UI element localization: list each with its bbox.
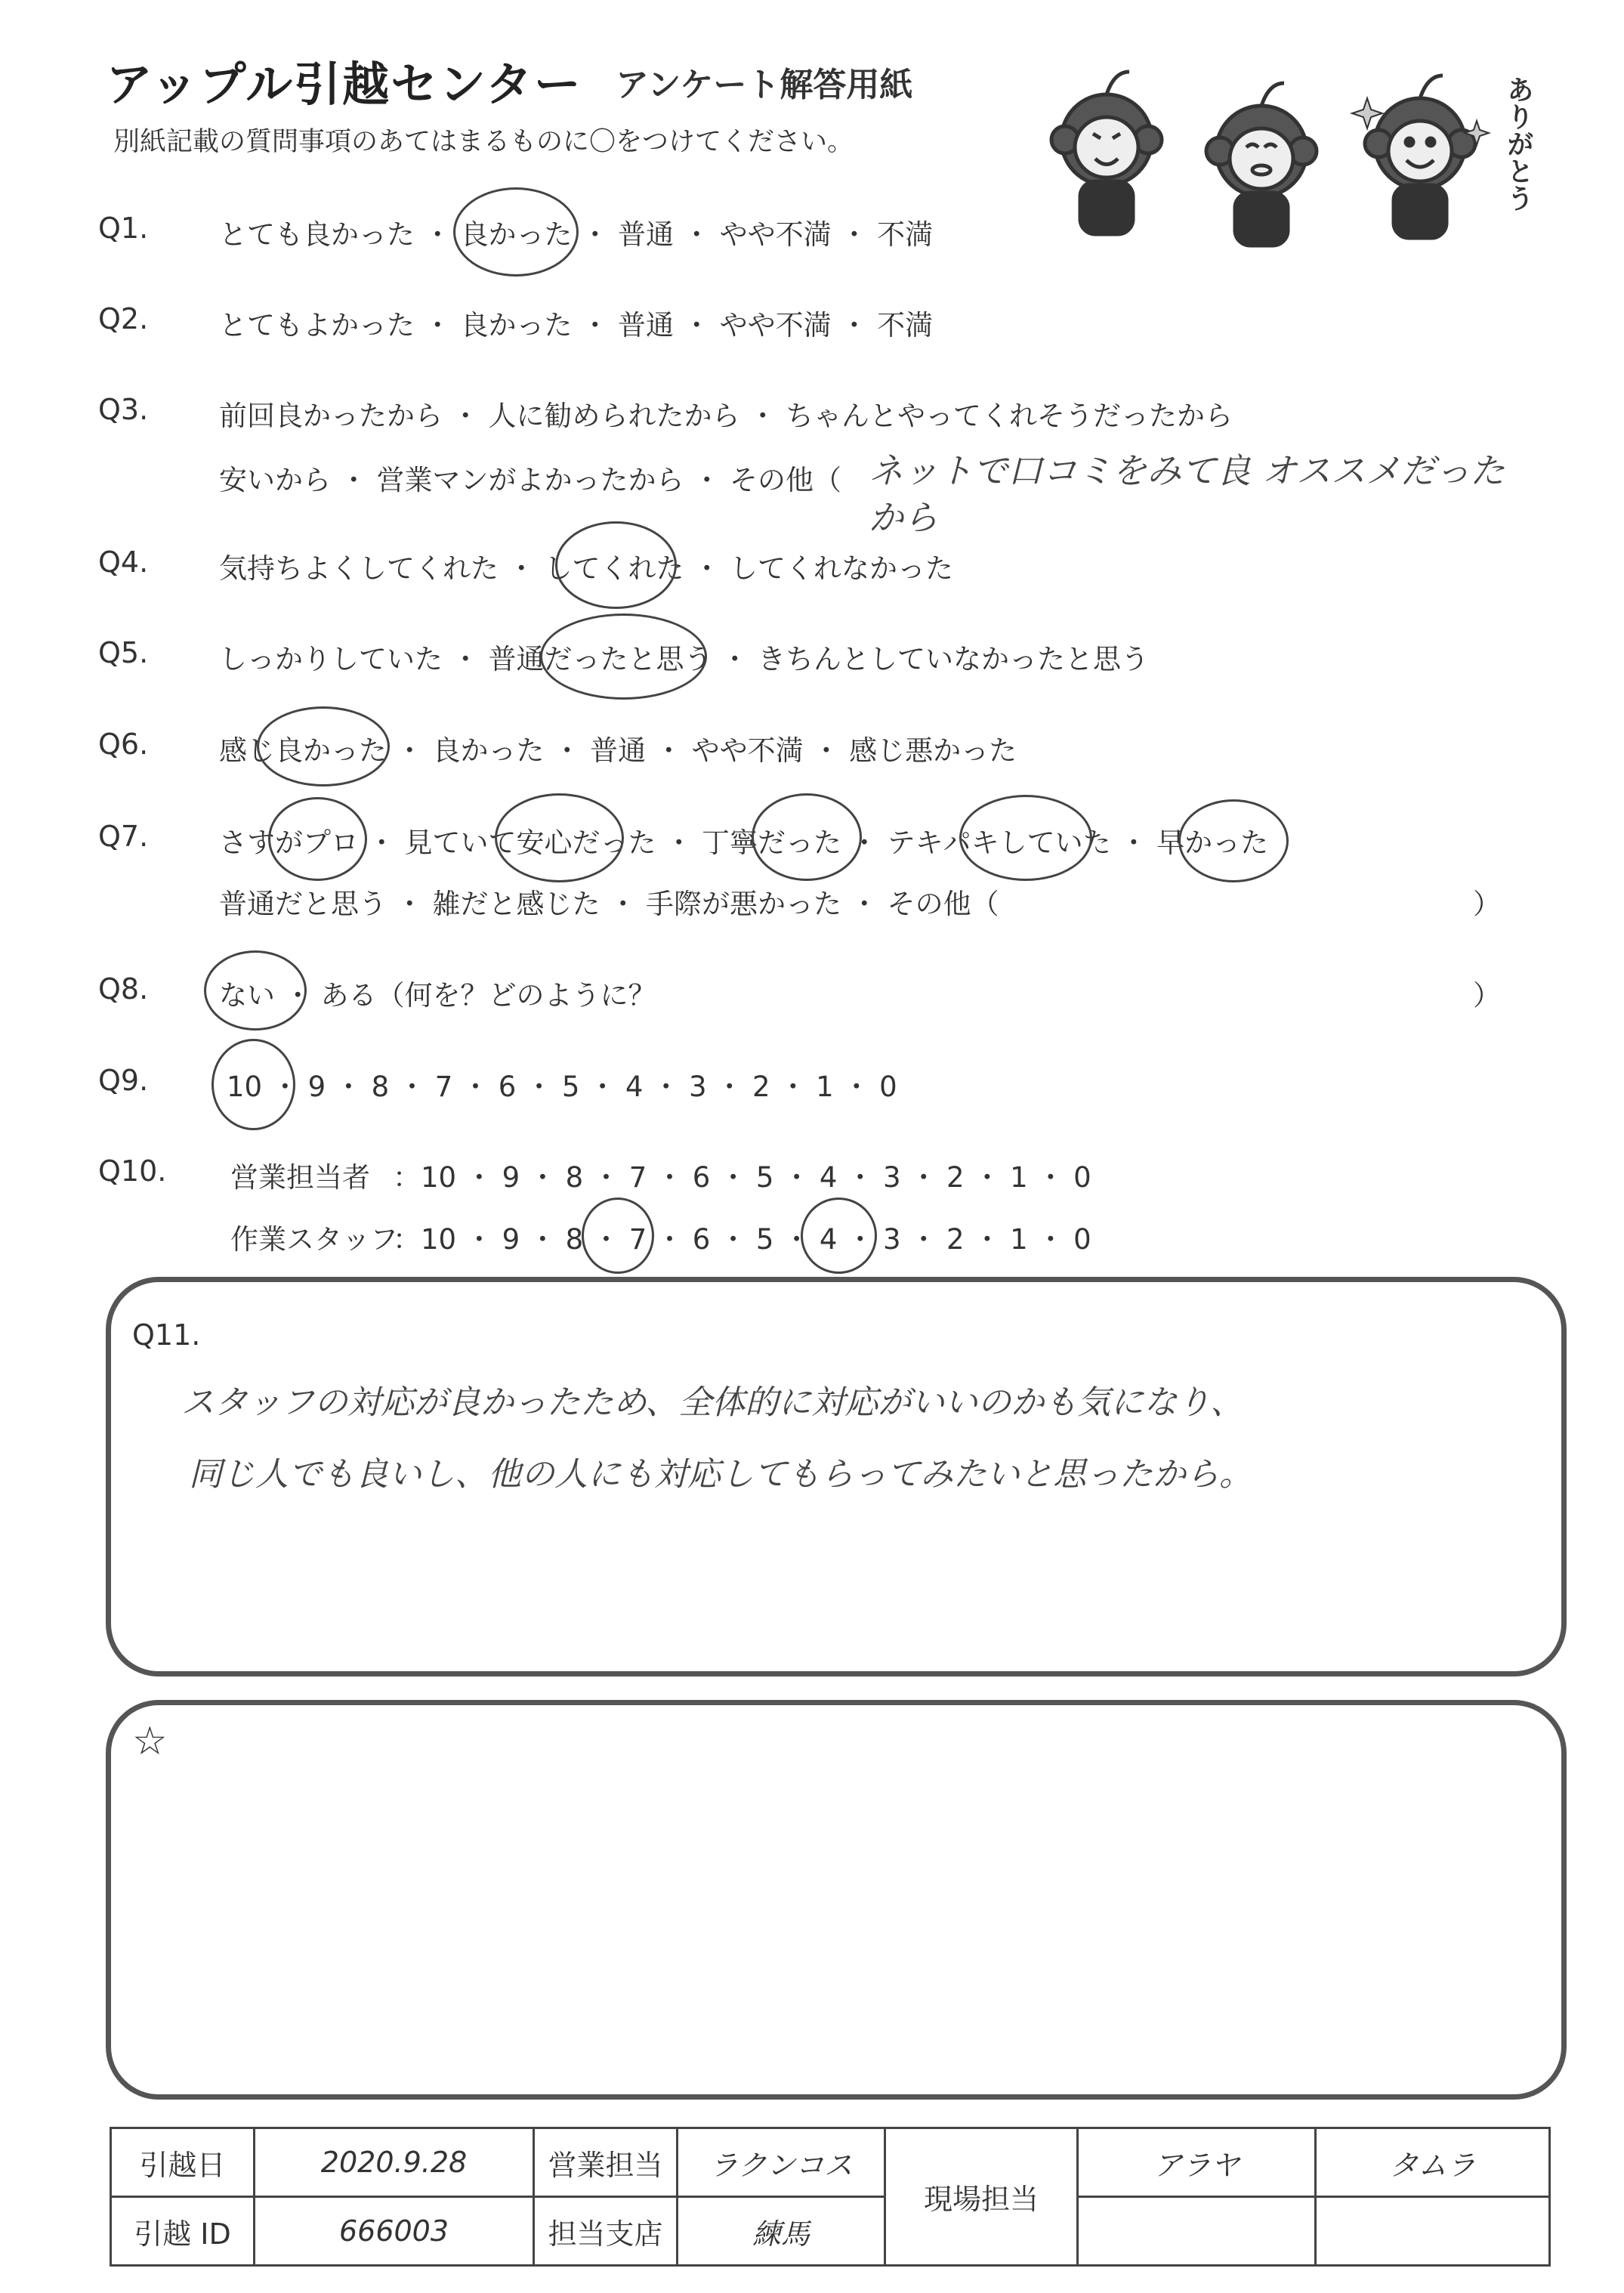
q10-sales-scale: ：10 ・ 9 ・ 8 ・ 7 ・ 6 ・ 5 ・ 4 ・ 3 ・ 2 ・ 1 ・ 0 [393,1161,1091,1194]
site-staff-label: 現場担当 [885,2128,1078,2266]
q4-label: Q4. [98,545,149,579]
q1-options: とても良かった ・ 良かった ・ 普通 ・ やや不満 ・ 不満 [219,218,934,251]
sales-label: 営業担当 [534,2128,678,2197]
answer-circle [1178,799,1289,882]
q9-label: Q9. [98,1064,149,1097]
move-id-value: 666003 [255,2197,534,2266]
site-staff2-value: タムラ [1316,2128,1550,2197]
site-staff3-empty [1078,2197,1316,2266]
move-id-label: 引越 ID [111,2197,255,2266]
q3-handwritten-answer: ネットで口コミをみて良 オススメだったから [869,450,1505,539]
q8-options: ない ・ ある（何を？どのように？ [219,979,656,1012]
q11-answer-line1: スタッフの対応が良かったため、全体的に対応がいいのかも気になり、 [181,1383,1244,1422]
answer-circle [555,521,677,609]
q5-label: Q5. [98,636,149,669]
answer-circle [257,706,390,786]
branch-label: 担当支店 [534,2197,678,2266]
q4-options: 気持ちよくしてくれた ・ してくれた ・ してくれなかった [219,552,954,585]
q7-close-paren: ） [1473,888,1501,920]
footer-info-table [110,2127,1551,2267]
form-subtitle: アンケート解答用紙 [616,66,913,104]
answer-circle [801,1197,877,1274]
q8-label: Q8. [98,972,149,1006]
free-comment-box [106,1700,1567,2100]
q6-label: Q6. [98,728,149,761]
q9-scale: 10 ・ 9 ・ 8 ・ 7 ・ 6 ・ 5 ・ 4 ・ 3 ・ 2 ・ 1 ・ 0 [227,1071,897,1103]
q10-staff-scale: ：10 ・ 9 ・ 8 ・ 7 ・ 6 ・ 5 ・ 4 ・ 3 ・ 2 ・ 1 ・ 0 [393,1223,1091,1256]
q10-label: Q10. [98,1154,167,1188]
q2-options: とてもよかった ・ 良かった ・ 普通 ・ やや不満 ・ 不満 [219,309,934,341]
move-date-label: 引越日 [111,2128,255,2197]
answer-circle [268,797,367,881]
q2-label: Q2. [98,302,149,335]
q6-options: 感じ良かった ・ 良かった ・ 普通 ・ やや不満 ・ 感じ悪かった [219,734,1017,767]
q11-label: Q11. [132,1318,201,1352]
site-staff4-empty [1316,2197,1550,2266]
q10-sales-label: 営業担当者 [230,1161,370,1194]
move-date-value: 2020.9.28 [255,2128,534,2197]
answer-circle [495,793,624,882]
q7-options-line2: 普通だと思う ・ 雑だと感じた ・ 手際が悪かった ・ その他（ [219,888,999,920]
q7-label: Q7. [98,820,149,853]
q3-label: Q3. [98,393,149,426]
monkey-mascots-illustration [1035,53,1548,257]
thanks-text: ありがとう [1502,76,1534,212]
q11-answer-line2: 同じ人でも良いし、他の人にも対応してもらってみたいと思ったから。 [189,1455,1252,1494]
sales-name-value: ラクンコス [678,2128,885,2197]
answer-circle [582,1197,654,1274]
answer-circle [204,950,307,1031]
star-icon: ☆ [132,1719,168,1764]
answer-circle [540,613,707,700]
q10-staff-label: 作業スタッフ [230,1223,398,1256]
q8-close-paren: ） [1473,979,1501,1012]
answer-circle [752,793,862,881]
q3-options: 前回良かったから ・ 人に勧められたから ・ ちゃんとやってくれそうだったから [219,400,1233,432]
q3-options-line2: 安いから ・ 営業マンがよかったから ・ その他（ [219,464,842,496]
answer-circle [453,187,579,277]
q1-label: Q1. [98,212,149,245]
instruction-text: 別紙記載の質問事項のあてはまるものに〇をつけてください。 [113,127,854,157]
answer-circle [959,795,1092,881]
q7-options: さすがプロ ・ 見ていて安心だった ・ 丁寧だった ・ テキパキしていた ・ 早かった [219,827,1269,859]
company-title: アップル引越センター [106,57,582,112]
q5-options: しっかりしていた ・ 普通だったと思う ・ きちんとしていなかったと思う [219,643,1150,675]
site-staff1-value: アラヤ [1078,2128,1316,2197]
branch-name-value: 練馬 [678,2197,885,2266]
answer-circle [211,1039,295,1130]
